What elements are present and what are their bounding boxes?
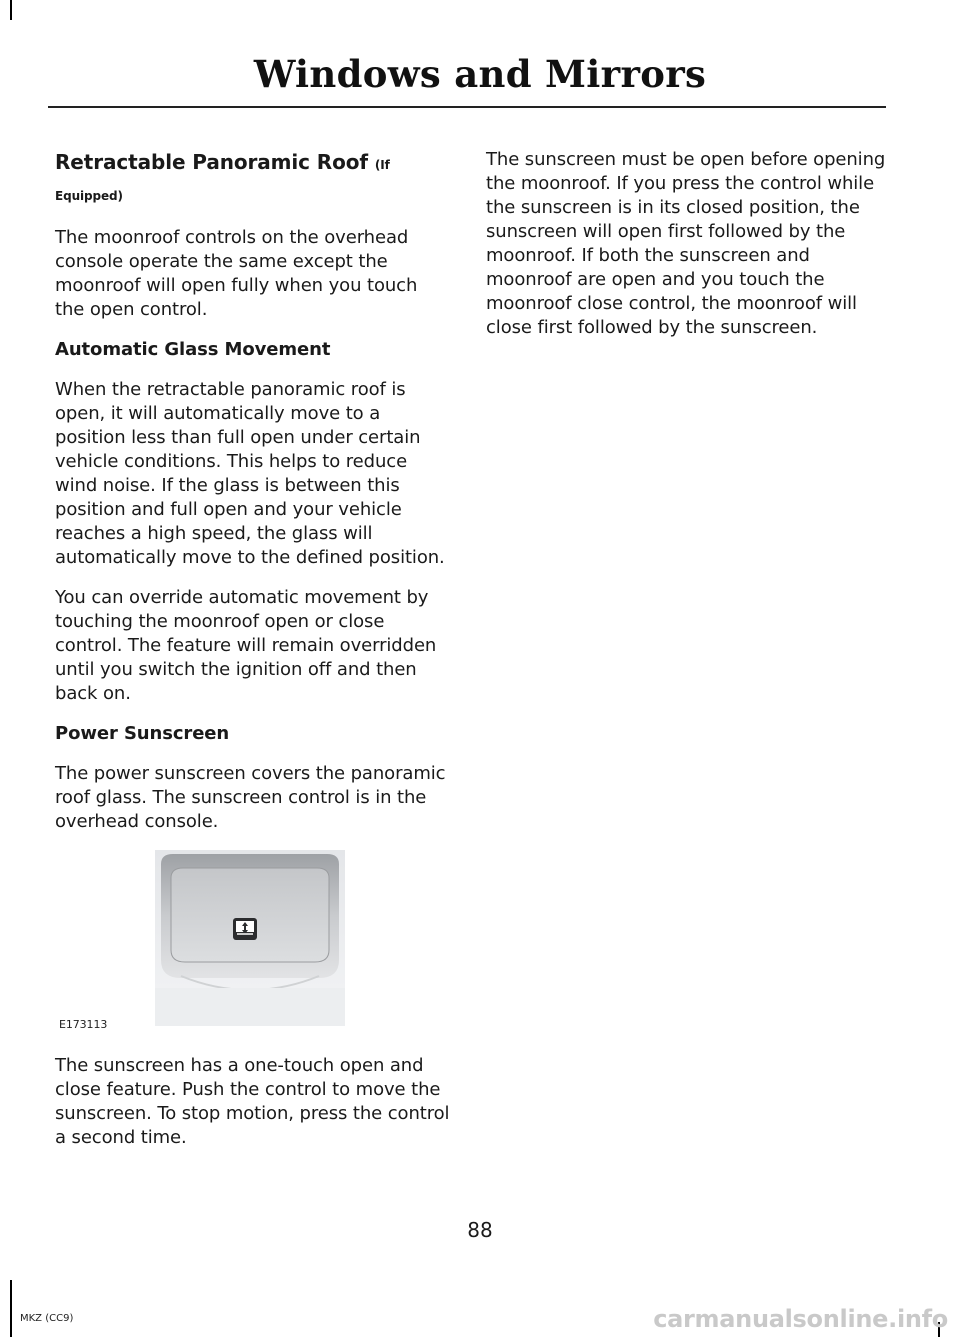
overhead-console-photo (155, 850, 345, 1026)
watermark: carmanualsonline.info (653, 1305, 948, 1333)
model-code: MKZ (CC9) (20, 1313, 74, 1324)
right-column (486, 148, 886, 356)
sunscreen-paragraph-1: The power sunscreen covers the panoramic roof glass. The sunscreen control is in the overhead console. (55, 763, 446, 832)
intro-paragraph: The moonroof controls on the overhead console operate the same except the moonroof will open fully when you touch the open control. (55, 227, 418, 320)
sunscreen-moonroof-paragraph: The sunscreen must be open before opening the moonroof. If you press the control while the sunscreen is in its closed position, the sunscreen will open first followed by the moonroof. If both the sunscreen and moonroof are open and you touch the moonroof close control, the moonroof will close first followed by the sunscreen. (486, 149, 886, 338)
page-number: 88 (467, 1218, 493, 1242)
auto-glass-heading: Automatic Glass Movement (55, 339, 331, 360)
figure-code: E173113 (59, 1018, 108, 1031)
page-header-title: Windows and Mirrors (253, 52, 707, 96)
section-title-text: Retractable Panoramic Roof (55, 150, 368, 174)
crop-mark (10, 1280, 12, 1337)
sunscreen-paragraph-2: The sunscreen has a one-touch open and close feature. Push the control to move the sunscreen. To stop motion, press the control a second time. (55, 1055, 450, 1148)
auto-glass-paragraph-1: When the retractable panoramic roof is open, it will automatically move to a position less than full open under certain vehicle conditions. This helps to reduce wind noise. If the glass is between this position and full open and your vehicle reaches a high speed, the glass will automatically move to the defined position. (55, 379, 445, 568)
sunscreen-heading: Power Sunscreen (55, 723, 230, 744)
section-title (55, 148, 450, 210)
sunscreen-switch-icon (233, 918, 257, 940)
sunscreen-control-figure (55, 850, 450, 1030)
crop-mark (10, 0, 12, 20)
left-column (55, 148, 450, 1166)
section-qualifier: (If Equipped) (55, 158, 390, 203)
header-divider (48, 106, 886, 108)
auto-glass-paragraph-2: You can override automatic movement by touching the moonroof open or close control. The feature will remain overridden until you switch the ignition off and then back on. (55, 587, 437, 704)
